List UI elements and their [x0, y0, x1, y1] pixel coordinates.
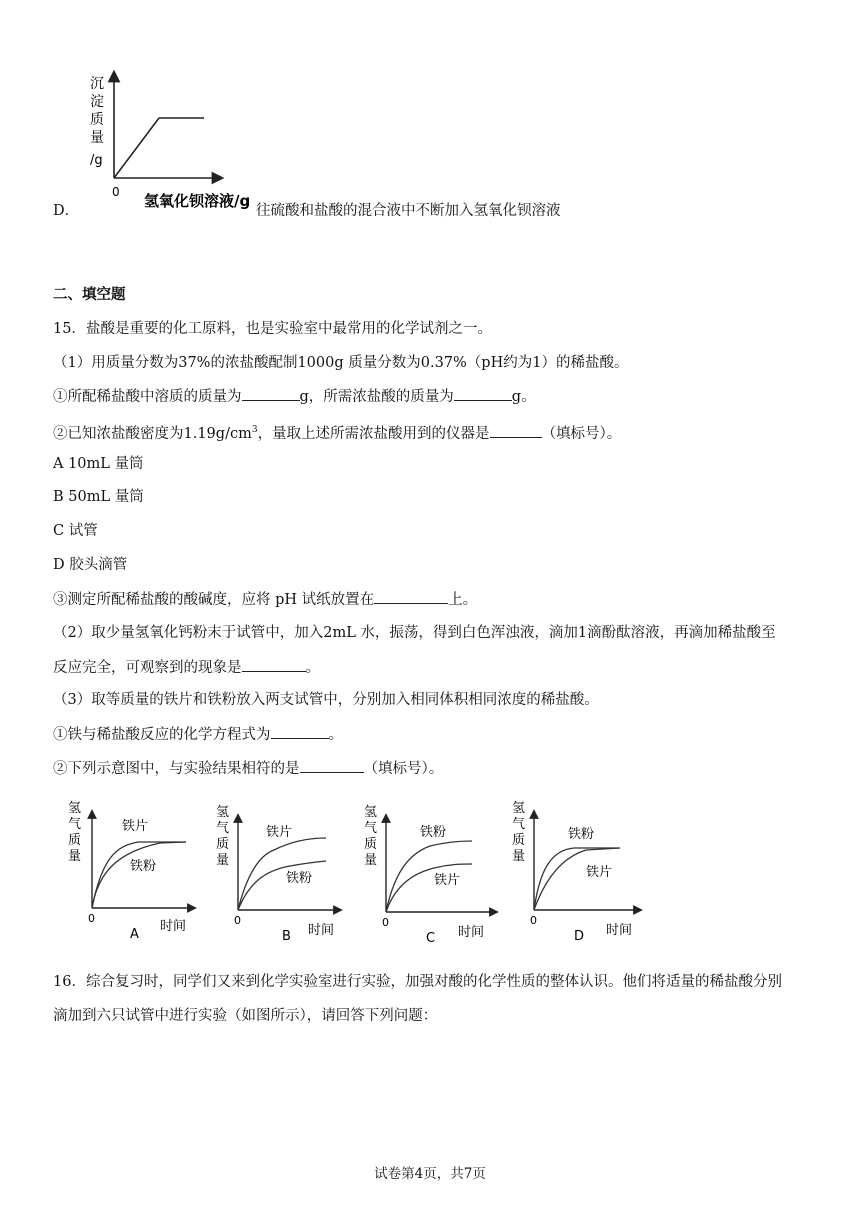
y-char: 氢	[216, 805, 230, 820]
y-char: 量	[216, 853, 230, 868]
lower-curve	[238, 861, 326, 910]
q15-part1-b	[53, 420, 621, 444]
answer-blank[interactable]	[300, 758, 364, 773]
option-item: B 50mL 量筒	[53, 489, 144, 505]
q15-stem: 15．盐酸是重要的化工原料，也是实验室中最常用的化学试剂之一。	[53, 321, 492, 337]
text: ②已知浓盐酸密度为1.19g/cm	[53, 425, 252, 442]
q16-line1: 16．综合复习时，同学们又来到化学实验室进行实验，加强对酸的化学性质的整体认识。他们将适量的稀盐酸分别	[53, 974, 782, 990]
y-char: 氢	[364, 805, 378, 820]
y-char: 量	[364, 853, 378, 868]
y-char: 质	[364, 837, 378, 852]
x-axis-label: 时间	[458, 925, 485, 940]
text: ，量取上述所需浓盐酸用到的仪器是	[257, 425, 490, 442]
y-char: 量	[90, 130, 104, 146]
q15-part2-line1: （2）取少量氢氧化钙粉末于试管中，加入2mL 水，振荡，得到白色浑浊液，滴加1滴酚酞溶液，再滴加稀盐酸至	[53, 625, 776, 641]
y-char: 气	[512, 817, 526, 832]
hydrogen-graphs	[60, 798, 660, 948]
panel-letter: A	[130, 927, 139, 942]
upper-curve	[238, 838, 326, 910]
precipitate-graph	[84, 70, 264, 220]
answer-blank[interactable]	[242, 657, 306, 672]
y-char: 沉	[90, 76, 104, 92]
y-char: 质	[68, 833, 82, 848]
text: ①所配稀盐酸中溶质的质量为	[53, 389, 242, 405]
page-footer: 试卷第4页，共7页	[374, 1166, 486, 1182]
y-unit: /g	[90, 153, 103, 168]
y-char: 质	[216, 837, 230, 852]
text: （填标号）。	[541, 425, 622, 442]
q15-part3: （3）取等质量的铁片和铁粉放入两支试管中，分别加入相同体积相同浓度的稀盐酸。	[53, 692, 599, 708]
q15-part3-b	[53, 758, 443, 779]
y-char: 量	[512, 849, 526, 864]
upper-label: 铁粉	[420, 825, 447, 840]
panel-letter: C	[426, 931, 436, 946]
q15-part1: （1）用质量分数为37%的浓盐酸配制1000g 质量分数为0.37%（pH约为1）的稀盐酸。	[53, 355, 629, 371]
graph-panel-a	[68, 801, 192, 942]
y-char: 量	[68, 849, 82, 864]
y-char: 淀	[90, 94, 104, 110]
answer-blank[interactable]	[490, 423, 542, 438]
upper-curve	[92, 842, 186, 908]
q16-line2: 滴加到六只试管中进行实验（如图所示），请回答下列问题：	[53, 1008, 438, 1024]
option-item: D 胶头滴管	[53, 557, 128, 573]
origin-label: 0	[382, 916, 389, 929]
y-char: 氢	[512, 801, 526, 816]
lower-label: 铁片	[586, 865, 613, 880]
answer-blank[interactable]	[374, 589, 448, 604]
y-char: 气	[68, 817, 82, 832]
text: （填标号）。	[363, 761, 444, 777]
y-char: 气	[216, 821, 230, 836]
q15-part3-a	[53, 724, 343, 745]
upper-label: 铁片	[266, 825, 293, 840]
origin-label: 0	[234, 914, 241, 927]
y-char: 质	[90, 112, 104, 128]
text: 。	[328, 727, 343, 743]
lower-label: 铁粉	[130, 859, 157, 874]
lower-curve	[386, 864, 472, 912]
x-axis-label: 时间	[160, 919, 187, 934]
text: g，所需浓盐酸的质量为	[299, 389, 454, 405]
y-char: 气	[364, 821, 378, 836]
origin-label: 0	[112, 185, 120, 199]
panel-letter: D	[574, 929, 585, 944]
answer-blank[interactable]	[454, 386, 512, 401]
graph-panel-d	[512, 801, 638, 944]
x-axis-label: 时间	[308, 923, 335, 938]
precipitate-curve	[114, 118, 204, 178]
answer-blank[interactable]	[271, 724, 329, 739]
upper-label: 铁片	[122, 819, 149, 834]
q15-part1-a	[53, 386, 536, 407]
section-title: 二、填空题	[53, 287, 126, 303]
upper-label: 铁粉	[568, 827, 595, 842]
q15-part2-line2	[53, 657, 320, 678]
y-char: 氢	[68, 801, 82, 816]
option-d-letter: D．	[53, 203, 80, 219]
text: ①铁与稀盐酸反应的化学方程式为	[53, 727, 271, 743]
x-axis-label: 时间	[606, 923, 633, 938]
graph-panel-b	[216, 805, 338, 944]
panel-letter: B	[282, 929, 291, 944]
text: 反应完全，可观察到的现象是	[53, 660, 242, 676]
origin-label: 0	[530, 914, 537, 927]
lower-curve	[92, 842, 186, 908]
option-item: A 10mL 量筒	[53, 456, 144, 472]
origin-label: 0	[88, 912, 95, 925]
x-axis-label: 氢氧化钡溶液/g	[144, 192, 251, 210]
text: 。	[305, 660, 320, 676]
y-char: 质	[512, 833, 526, 848]
text: 上。	[448, 592, 478, 608]
graph-panel-c	[364, 805, 494, 946]
q15-part1-c	[53, 589, 477, 610]
option-d-text: 往硫酸和盐酸的混合液中不断加入氢氧化钡溶液	[256, 203, 561, 219]
text: ③测定所配稀盐酸的酸碱度，应将 pH 试纸放置在	[53, 592, 375, 608]
answer-blank[interactable]	[242, 386, 300, 401]
lower-label: 铁粉	[286, 871, 313, 886]
option-item: C 试管	[53, 523, 98, 539]
lower-label: 铁片	[434, 873, 461, 888]
text: ②下列示意图中，与实验结果相符的是	[53, 761, 300, 777]
text: g。	[511, 389, 536, 405]
superscript: 3	[251, 425, 258, 435]
